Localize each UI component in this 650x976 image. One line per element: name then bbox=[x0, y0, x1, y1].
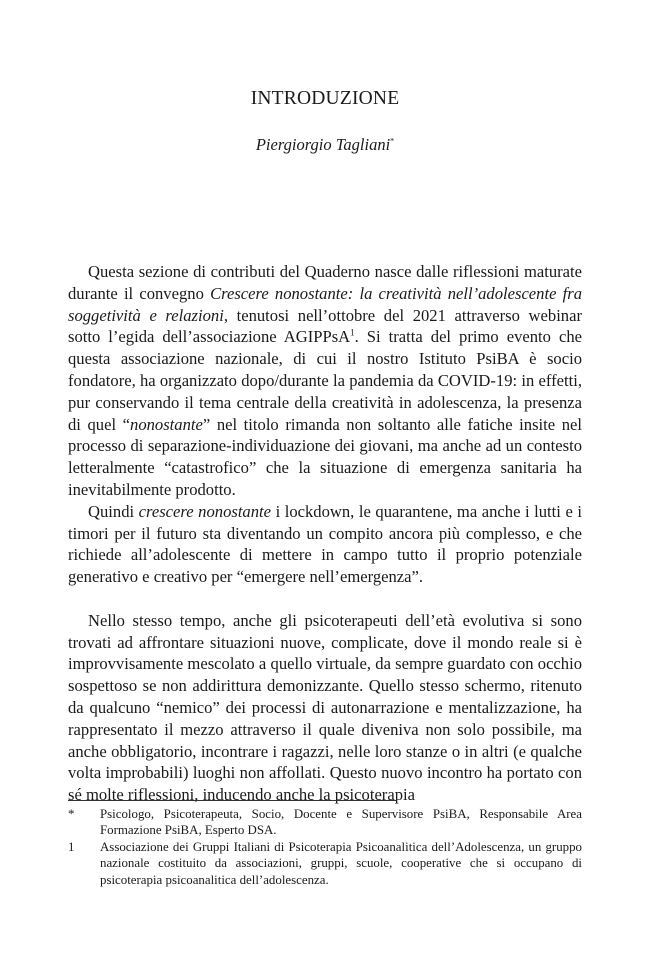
footnotes bbox=[68, 806, 582, 888]
document-page bbox=[68, 0, 582, 976]
footnote-text: Psicologo, Psicoterapeuta, Socio, Docente e Supervisore PsiBA, Responsabile Area Formazione PsiBA, Esperto DSA. bbox=[100, 807, 582, 838]
author-name bbox=[68, 135, 582, 155]
p1-emphasis-nonostante: nonostante bbox=[130, 414, 203, 434]
footnote-text: Associazione dei Gruppi Italiani di Psicoterapia Psicoanalitica dell’Adolescenza, un gruppo nazionale costituito da associazioni, gruppi, scuole, cooperative che si occupano di psicoterapia psicoanalitica dell’adolescenza. bbox=[100, 839, 582, 887]
paragraph-2 bbox=[68, 501, 582, 588]
footnote-mark: * bbox=[68, 807, 75, 821]
chapter-title: INTRODUZIONE bbox=[250, 88, 400, 109]
footnote-item bbox=[68, 806, 582, 839]
p2-emphasis: crescere nonostante bbox=[138, 501, 272, 521]
author-name-text: Piergiorgio Tagliani bbox=[255, 135, 391, 154]
p1-text-3: . Si tratta del primo evento che questa associazione nazionale, di cui il nostro Istituto PsiBA è socio fondatore, ha organizzato dopo/durante la pandemia da COVID-19: in effetti, pur conservando il tema centrale della creatività in adolescenza, la presenza di quel “ bbox=[68, 327, 582, 434]
footnote-ref-1: 1 bbox=[350, 327, 355, 338]
author-footnote-marker: * bbox=[390, 136, 395, 146]
body-text bbox=[68, 261, 582, 806]
footnote-mark: 1 bbox=[68, 839, 75, 854]
p1-text-2: , tenutosi nell’ottobre del 2021 attraverso webinar sotto l’egida dell’associazione AGIPPsA bbox=[68, 305, 582, 347]
p1-conference-title: Crescere nonostante: la creatività nell’adolescente fra soggetività e relazioni bbox=[68, 283, 582, 325]
p1-text-4: ” nel titolo rimanda non soltanto alle fatiche insite nel processo di separazione-individuazione dei giovani, ma anche ad un contesto letteralmente “catastrofico” che la situazione di emergenza sanitaria ha inevitabilmente prodotto. bbox=[68, 414, 582, 499]
p2-text-2: i lockdown, le quarantene, ma anche i lutti e i timori per il futuro sta diventando un compito ancora più complesso, e che richiede all’adolescente di mettere in campo tutto il proprio potenziale generativo e creativo per “emergere nell’emergenza”. bbox=[68, 501, 582, 587]
p1-text-1: Questa sezione di contributi del Quaderno nasce dalle riflessioni maturate durante il convegno bbox=[68, 262, 582, 303]
paragraph-3: Nello stesso tempo, anche gli psicoterapeuti dell’età evolutiva si sono trovati ad affrontare situazioni nuove, complicate, dove il mondo reale si è improvvisamente mescolato a quello virtuale, da sempre guardato con occhio sospettoso se non addirittura demonizzante. Quello stesso schermo, ritenuto da qualcuno “nemico” dei processi di autonarrazione e mentalizzazione, ha rappresentato il mezzo attraverso il quale diveniva non solo possibile, ma anche obbligatorio, incontrare i ragazzi, nelle loro stanze o in altri (e qualche volta improbabili) luoghi non affollati. Questo nuovo incontro ha portato con sé molte riflessioni, inducendo anche la psicoterapia bbox=[68, 610, 582, 805]
p2-text-1: Quindi bbox=[88, 501, 139, 521]
footnote-separator bbox=[68, 800, 396, 801]
paragraph-1 bbox=[68, 261, 582, 501]
footnote-item bbox=[68, 839, 582, 888]
